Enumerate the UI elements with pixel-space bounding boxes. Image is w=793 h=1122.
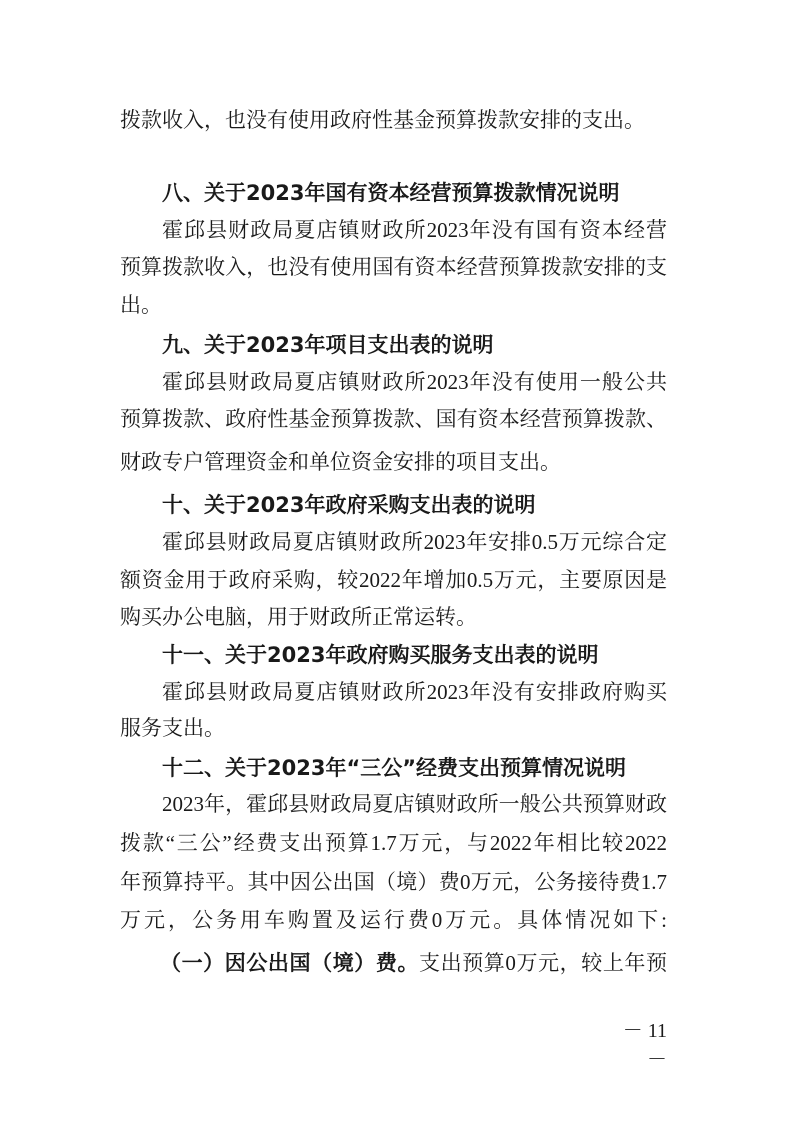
subsection-line: [160, 949, 667, 977]
paragraph-line: 额资金用于政府采购，较2022年增加0.5万元，主要原因是: [120, 568, 667, 592]
paragraph-line: 预算拨款收入，也没有使用国有资本经营预算拨款安排的支: [120, 255, 667, 279]
paragraph-line: 霍邱县财政局夏店镇财政所2023年没有安排政府购买: [162, 680, 667, 704]
paragraph-line: 霍邱县财政局夏店镇财政所2023年安排0.5万元综合定: [162, 530, 667, 554]
section-heading-11: 十一、关于2023年政府购买服务支出表的说明: [162, 643, 599, 667]
paragraph-line: 出。: [120, 293, 162, 317]
section-heading-12: 十二、关于2023年“三公”经费支出预算情况说明: [162, 756, 627, 780]
subsection-heading-1: （一）因公出国（境）费。: [160, 951, 420, 975]
paragraph-line: 服务支出。: [120, 716, 225, 740]
paragraph-line: 购买办公电脑，用于财政所正常运转。: [120, 605, 477, 629]
page-number: － 11 －: [622, 1020, 667, 1071]
paragraph-text: 支出预算0万元，较上年预: [419, 951, 668, 975]
paragraph-line: 万元，公务用车购置及运行费0万元。具体情况如下:: [120, 908, 667, 932]
paragraph-line: 财政专户管理资金和单位资金安排的项目支出。: [120, 450, 561, 474]
section-heading-10: 十、关于2023年政府采购支出表的说明: [162, 493, 536, 517]
paragraph-line: 拨款收入，也没有使用政府性基金预算拨款安排的支出。: [120, 108, 645, 132]
paragraph-line: 2023年，霍邱县财政局夏店镇财政所一般公共预算财政: [162, 792, 667, 816]
paragraph-line: 年预算持平。其中因公出国（境）费0万元，公务接待费1.7: [120, 870, 667, 894]
section-heading-9: 九、关于2023年项目支出表的说明: [162, 333, 494, 357]
paragraph-line: 拨款“三公”经费支出预算1.7万元，与2022年相比较2022: [120, 831, 667, 855]
section-heading-8: 八、关于2023年国有资本经营预算拨款情况说明: [162, 181, 620, 205]
paragraph-line: 霍邱县财政局夏店镇财政所2023年没有使用一般公共: [162, 370, 667, 394]
paragraph-line: 预算拨款、政府性基金预算拨款、国有资本经营预算拨款、: [120, 407, 667, 431]
paragraph-line: 霍邱县财政局夏店镇财政所2023年没有国有资本经营: [162, 218, 667, 242]
